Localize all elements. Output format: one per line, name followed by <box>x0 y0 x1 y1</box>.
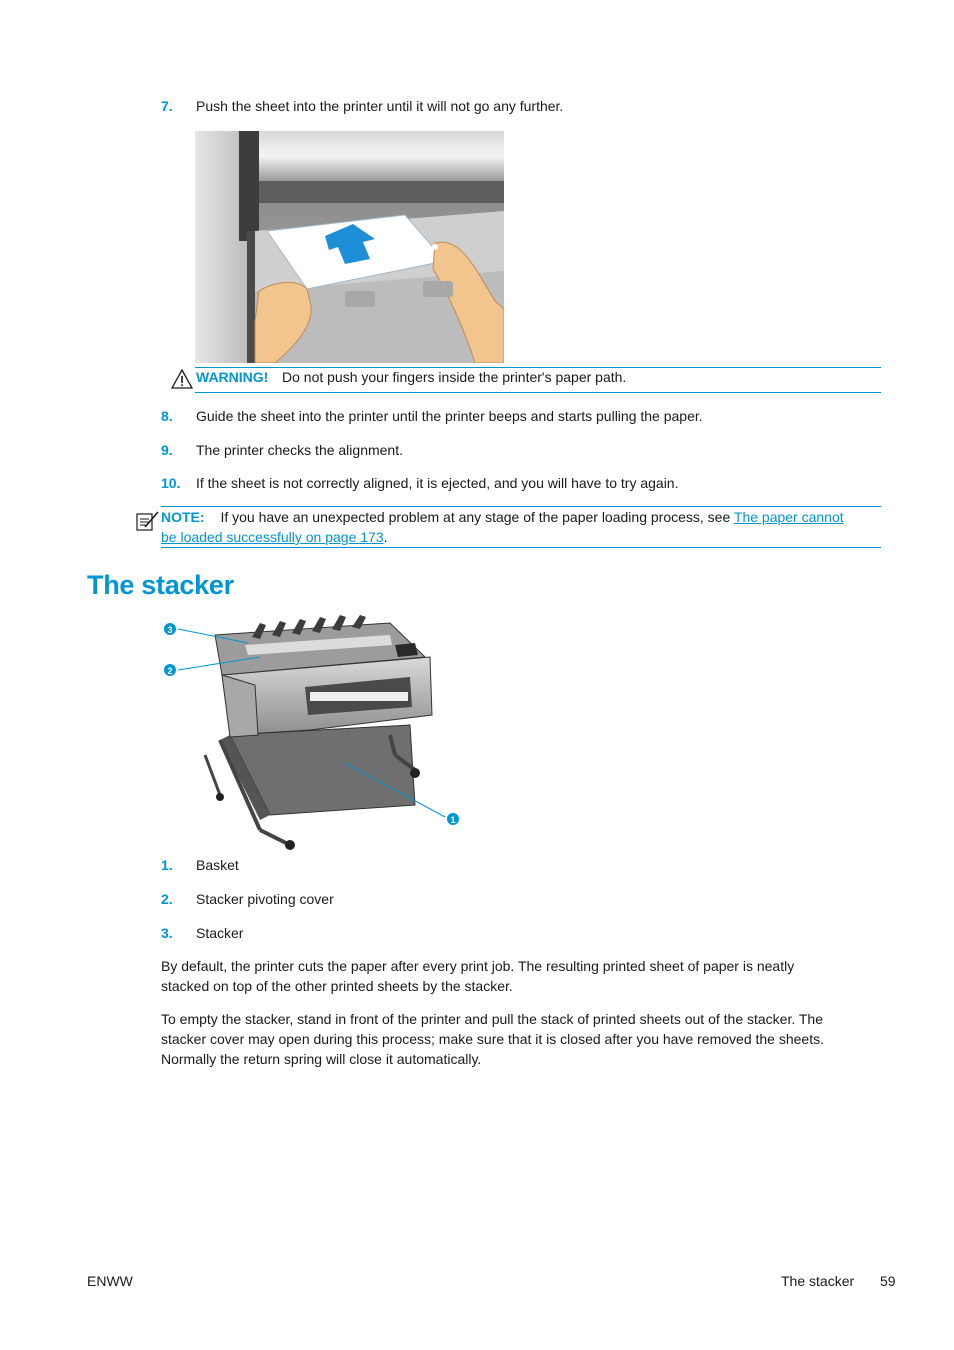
footer-left: ENWW <box>87 1273 133 1289</box>
note-link[interactable]: The paper cannot be loaded successfully on page 173 <box>161 509 844 545</box>
paper-loading-photo <box>195 131 504 363</box>
step-number: 9. <box>161 442 173 458</box>
callout-2: 2 <box>167 666 173 676</box>
part-text: Stacker <box>196 925 244 941</box>
part-number: 1. <box>161 857 173 873</box>
part-text: Stacker pivoting cover <box>196 891 334 907</box>
part-text: Basket <box>196 857 239 873</box>
note-label: NOTE: <box>161 509 205 525</box>
part-number: 3. <box>161 925 173 941</box>
note-callout <box>136 506 881 548</box>
warning-text: Do not push your fingers inside the printer's paper path. <box>282 369 627 385</box>
step-text: The printer checks the alignment. <box>196 442 403 458</box>
section-heading: The stacker <box>87 570 234 600</box>
part-number: 2. <box>161 891 173 907</box>
footer-page-number: 59 <box>880 1273 896 1289</box>
step-number: 10. <box>161 475 181 491</box>
warning-icon <box>171 369 193 389</box>
stacker-printer-figure <box>160 615 470 855</box>
note-icon <box>136 510 160 532</box>
callout-3: 3 <box>167 625 173 635</box>
warning-callout <box>161 367 881 393</box>
step-number: 7. <box>161 98 173 114</box>
warning-label: WARNING! <box>196 369 269 385</box>
step-text: Guide the sheet into the printer until the printer beeps and starts pulling the paper. <box>196 408 703 424</box>
footer-section: The stacker <box>781 1273 855 1289</box>
step-number: 8. <box>161 408 173 424</box>
step-text: If the sheet is not correctly aligned, it is ejected, and you will have to try again. <box>196 475 679 491</box>
paragraph-default-cut: By default, the printer cuts the paper after every print job. The resulting printed sheet of paper is neatly stacked on top of the other printed sheets by the stacker. <box>161 958 795 994</box>
step-text: Push the sheet into the printer until it will not go any further. <box>196 98 564 114</box>
note-suffix: . <box>383 529 388 545</box>
paragraph-empty-stacker: To empty the stacker, stand in front of the printer and pull the stack of printed sheets out of the stacker. The stacker cover may open during this process; make sure that it is closed after you have removed the sheets. Normally the return spring will close it automatically. <box>161 1011 824 1067</box>
callout-1: 1 <box>450 815 456 825</box>
note-text: If you have an unexpected problem at any stage of the paper loading process, see <box>220 509 731 525</box>
